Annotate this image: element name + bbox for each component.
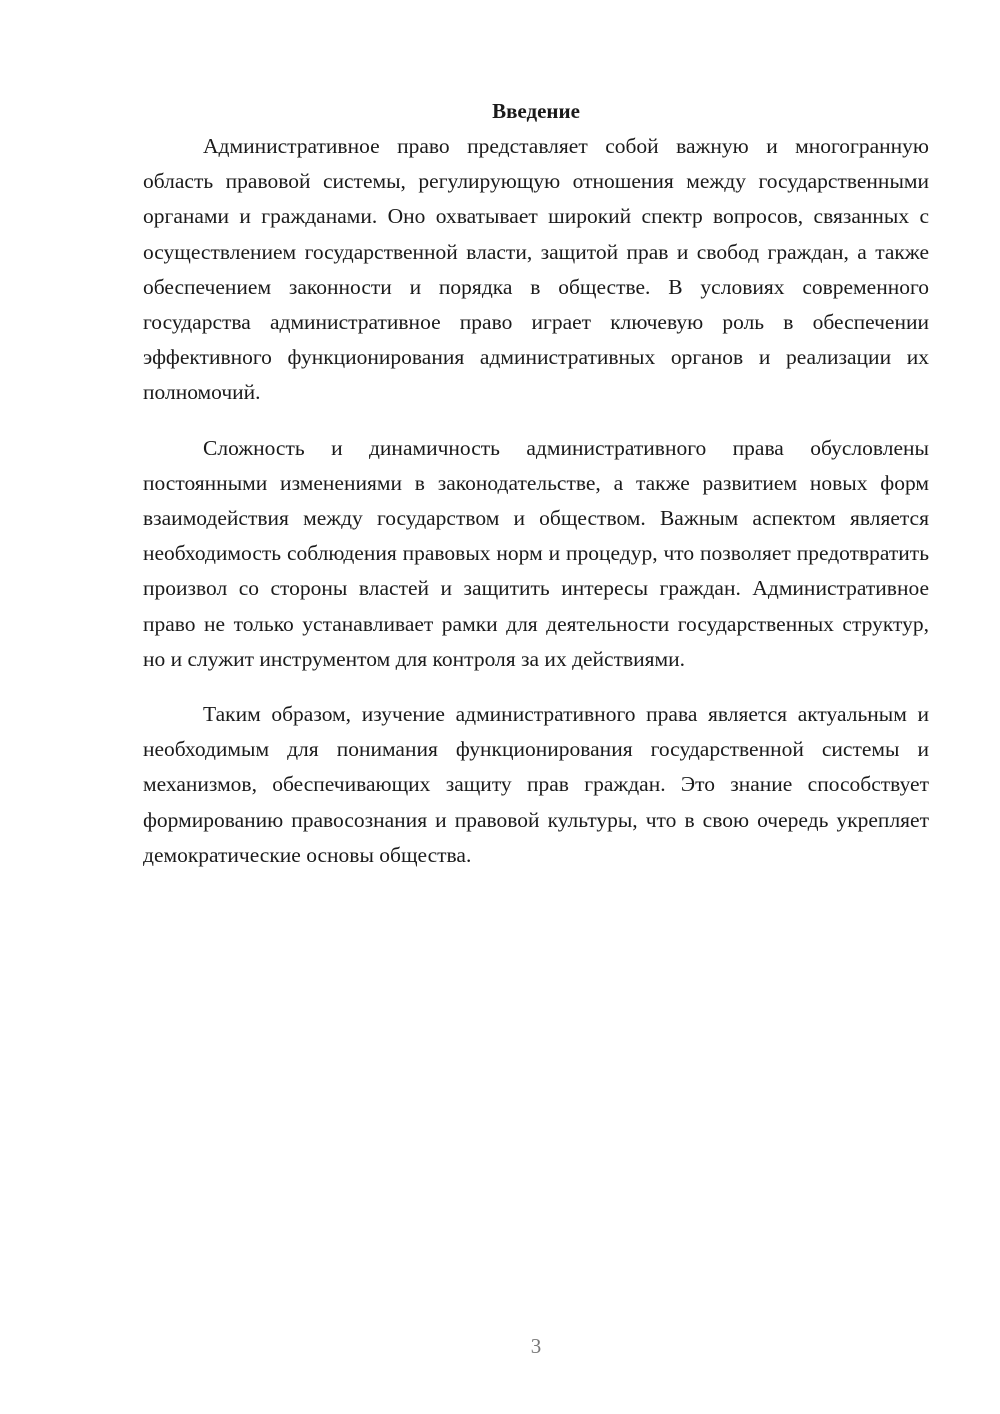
section-heading: Введение <box>492 99 580 123</box>
paragraph-1: Административное право представляет собой важную и многогранную область правовой системы, регулирующую отношения между государственными органами и гражданами. Оно охватывает широкий спектр вопросов, связанных с осуществлением государственной власти, защитой прав и свобод граждан, а также обеспечением законности и порядка в обществе. В условиях современного государства административное право играет ключевую роль в обеспечении эффективного функционирования административных органов и реализации их полномочий. <box>143 134 929 405</box>
page-number: 3 <box>530 1334 542 1358</box>
page-content <box>143 96 929 893</box>
paragraph-2: Сложность и динамичность административного права обусловлены постоянными изменениями в законодательстве, а также развитием новых форм взаимодействия между государством и обществом. Важным аспектом является необходимость соблюдения правовых норм и процедур, что позволяет предотвратить произвол со стороны властей и защитить интересы граждан. Административное право не только устанавливает рамки для деятельности государственных структур, но и служит инструментом для контроля за их действиями. <box>143 435 929 671</box>
paragraph-3: Таким образом, изучение административного права является актуальным и необходимым для понимания функционирования государственной системы и механизмов, обеспечивающих защиту прав граждан. Это знание способствует формированию правосознания и правовой культуры, что в свою очередь укрепляет демократические основы общества. <box>143 702 929 867</box>
